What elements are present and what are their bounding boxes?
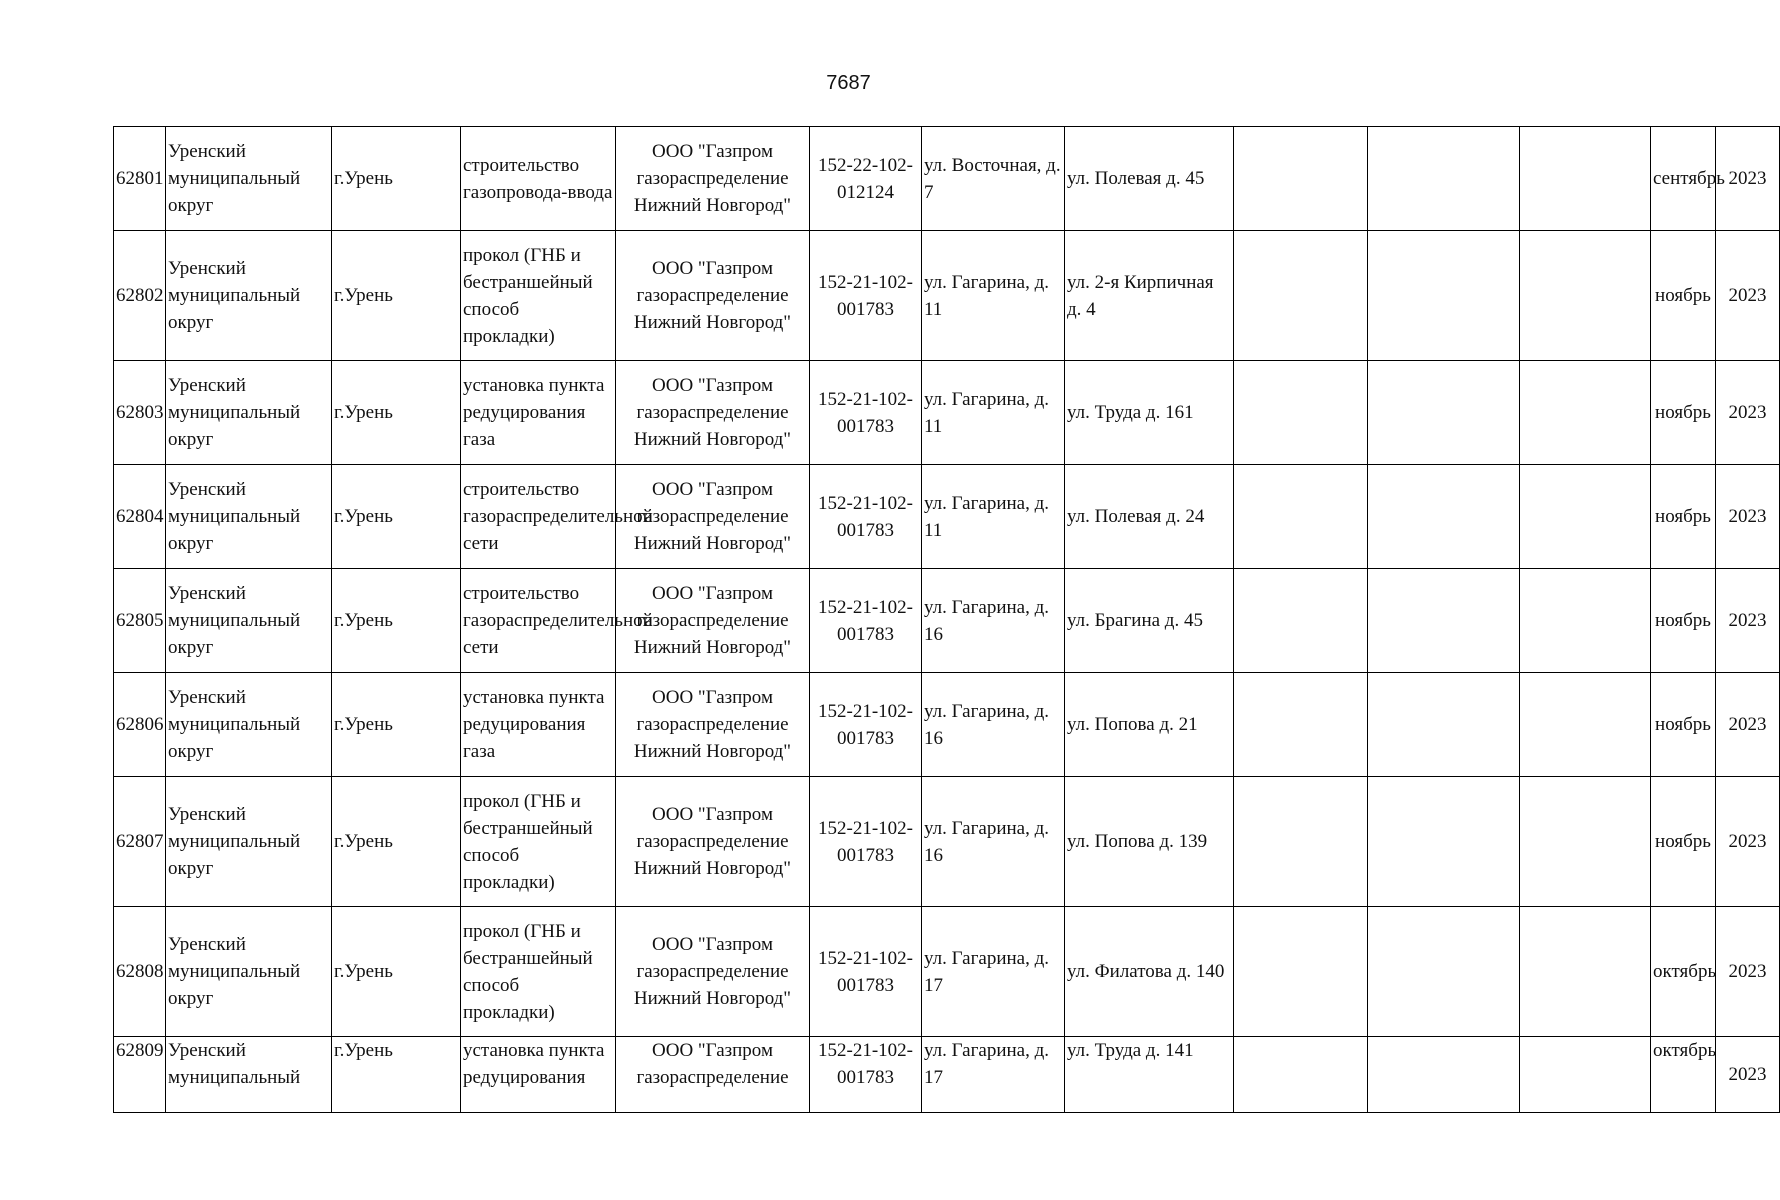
city-cell: г.Урень <box>332 361 461 465</box>
address-to-cell: ул. Труда д. 141 <box>1065 1037 1234 1113</box>
year-cell: 2023 <box>1716 127 1780 231</box>
year-cell: 2023 <box>1716 465 1780 569</box>
year-cell: 2023 <box>1716 1037 1780 1113</box>
page-number: 7687 <box>826 72 871 94</box>
month-cell: ноябрь <box>1651 673 1716 777</box>
district-cell: Уренский муниципальный <box>166 1037 332 1113</box>
table-row <box>114 777 1780 907</box>
city-cell: г.Урень <box>332 465 461 569</box>
empty-cell <box>1234 231 1368 361</box>
address-from-cell: ул. Гагарина, д. 16 <box>922 777 1065 907</box>
district-cell: Уренский муниципальный округ <box>166 569 332 673</box>
table-row <box>114 907 1780 1037</box>
work-type-cell: прокол (ГНБ и бестраншейный способ прокладки) <box>461 231 616 361</box>
city-cell: г.Урень <box>332 673 461 777</box>
row-number-cell: 62806 <box>114 673 166 777</box>
month-cell: октябрь <box>1651 1037 1716 1113</box>
empty-cell <box>1234 361 1368 465</box>
code-cell: 152-21-102-001783 <box>810 465 922 569</box>
address-to-cell: ул. Труда д. 161 <box>1065 361 1234 465</box>
city-cell: г.Урень <box>332 1037 461 1113</box>
empty-cell <box>1520 569 1651 673</box>
empty-cell <box>1234 673 1368 777</box>
address-from-cell: ул. Восточная, д. 7 <box>922 127 1065 231</box>
empty-cell <box>1520 465 1651 569</box>
empty-cell <box>1520 361 1651 465</box>
code-cell: 152-21-102-001783 <box>810 673 922 777</box>
month-cell: ноябрь <box>1651 777 1716 907</box>
address-from-cell: ул. Гагарина, д. 17 <box>922 907 1065 1037</box>
district-cell: Уренский муниципальный округ <box>166 127 332 231</box>
organization-cell: ООО "Газпром газораспределение <box>616 1037 810 1113</box>
month-cell: ноябрь <box>1651 465 1716 569</box>
empty-cell <box>1368 569 1520 673</box>
month-cell: октябрь <box>1651 907 1716 1037</box>
empty-cell <box>1368 127 1520 231</box>
work-type-cell: прокол (ГНБ и бестраншейный способ прокладки) <box>461 907 616 1037</box>
empty-cell <box>1234 127 1368 231</box>
address-from-cell: ул. Гагарина, д. 11 <box>922 465 1065 569</box>
code-cell: 152-21-102-001783 <box>810 569 922 673</box>
year-cell: 2023 <box>1716 907 1780 1037</box>
month-cell: ноябрь <box>1651 361 1716 465</box>
row-number-cell: 62808 <box>114 907 166 1037</box>
empty-cell <box>1234 777 1368 907</box>
table-row <box>114 361 1780 465</box>
year-cell: 2023 <box>1716 231 1780 361</box>
work-type-cell: установка пункта редуцирования <box>461 1037 616 1113</box>
district-cell: Уренский муниципальный округ <box>166 673 332 777</box>
empty-cell <box>1368 673 1520 777</box>
work-type-cell: прокол (ГНБ и бестраншейный способ прокладки) <box>461 777 616 907</box>
row-number-cell: 62801 <box>114 127 166 231</box>
row-number-cell: 62803 <box>114 361 166 465</box>
empty-cell <box>1368 777 1520 907</box>
row-number-cell: 62809 <box>114 1037 166 1113</box>
address-from-cell: ул. Гагарина, д. 11 <box>922 361 1065 465</box>
empty-cell <box>1234 907 1368 1037</box>
month-cell: ноябрь <box>1651 569 1716 673</box>
address-from-cell: ул. Гагарина, д. 16 <box>922 569 1065 673</box>
work-type-cell: строительство газопровода-ввода <box>461 127 616 231</box>
code-cell: 152-22-102-012124 <box>810 127 922 231</box>
table-body <box>114 127 1780 1113</box>
year-cell: 2023 <box>1716 777 1780 907</box>
empty-cell <box>1234 465 1368 569</box>
address-to-cell: ул. Филатова д. 140 <box>1065 907 1234 1037</box>
address-to-cell: ул. Полевая д. 45 <box>1065 127 1234 231</box>
row-number-cell: 62805 <box>114 569 166 673</box>
month-cell: ноябрь <box>1651 231 1716 361</box>
empty-cell <box>1234 569 1368 673</box>
address-to-cell: ул. Полевая д. 24 <box>1065 465 1234 569</box>
empty-cell <box>1520 1037 1651 1113</box>
work-type-cell: установка пункта редуцирования газа <box>461 361 616 465</box>
code-cell: 152-21-102-001783 <box>810 777 922 907</box>
empty-cell <box>1520 777 1651 907</box>
organization-cell: ООО "Газпром газораспределение Нижний Новгород" <box>616 231 810 361</box>
organization-cell: ООО "Газпром газораспределение Нижний Новгород" <box>616 569 810 673</box>
city-cell: г.Урень <box>332 907 461 1037</box>
code-cell: 152-21-102-001783 <box>810 231 922 361</box>
address-to-cell: ул. Попова д. 21 <box>1065 673 1234 777</box>
code-cell: 152-21-102-001783 <box>810 1037 922 1113</box>
work-type-cell: строительство газораспределительной сети <box>461 569 616 673</box>
table-row <box>114 465 1780 569</box>
empty-cell <box>1234 1037 1368 1113</box>
empty-cell <box>1520 231 1651 361</box>
district-cell: Уренский муниципальный округ <box>166 361 332 465</box>
organization-cell: ООО "Газпром газораспределение Нижний Новгород" <box>616 465 810 569</box>
organization-cell: ООО "Газпром газораспределение Нижний Новгород" <box>616 361 810 465</box>
empty-cell <box>1520 907 1651 1037</box>
district-cell: Уренский муниципальный округ <box>166 907 332 1037</box>
empty-cell <box>1368 1037 1520 1113</box>
empty-cell <box>1368 361 1520 465</box>
district-cell: Уренский муниципальный округ <box>166 465 332 569</box>
district-cell: Уренский муниципальный округ <box>166 777 332 907</box>
empty-cell <box>1368 465 1520 569</box>
empty-cell <box>1520 673 1651 777</box>
table-row <box>114 673 1780 777</box>
code-cell: 152-21-102-001783 <box>810 361 922 465</box>
address-from-cell: ул. Гагарина, д. 17 <box>922 1037 1065 1113</box>
organization-cell: ООО "Газпром газораспределение Нижний Новгород" <box>616 127 810 231</box>
empty-cell <box>1520 127 1651 231</box>
city-cell: г.Урень <box>332 777 461 907</box>
address-to-cell: ул. Попова д. 139 <box>1065 777 1234 907</box>
organization-cell: ООО "Газпром газораспределение Нижний Новгород" <box>616 777 810 907</box>
table-row <box>114 127 1780 231</box>
works-table <box>113 126 1780 1113</box>
city-cell: г.Урень <box>332 569 461 673</box>
empty-cell <box>1368 231 1520 361</box>
year-cell: 2023 <box>1716 361 1780 465</box>
row-number-cell: 62802 <box>114 231 166 361</box>
address-from-cell: ул. Гагарина, д. 16 <box>922 673 1065 777</box>
table-row <box>114 231 1780 361</box>
table-row <box>114 569 1780 673</box>
organization-cell: ООО "Газпром газораспределение Нижний Новгород" <box>616 673 810 777</box>
city-cell: г.Урень <box>332 231 461 361</box>
work-type-cell: строительство газораспределительной сети <box>461 465 616 569</box>
city-cell: г.Урень <box>332 127 461 231</box>
address-to-cell: ул. Брагина д. 45 <box>1065 569 1234 673</box>
organization-cell: ООО "Газпром газораспределение Нижний Новгород" <box>616 907 810 1037</box>
month-cell: сентябрь <box>1651 127 1716 231</box>
empty-cell <box>1368 907 1520 1037</box>
table-row <box>114 1037 1780 1113</box>
row-number-cell: 62804 <box>114 465 166 569</box>
address-from-cell: ул. Гагарина, д. 11 <box>922 231 1065 361</box>
address-to-cell: ул. 2-я Кирпичная д. 4 <box>1065 231 1234 361</box>
work-type-cell: установка пункта редуцирования газа <box>461 673 616 777</box>
row-number-cell: 62807 <box>114 777 166 907</box>
code-cell: 152-21-102-001783 <box>810 907 922 1037</box>
year-cell: 2023 <box>1716 569 1780 673</box>
district-cell: Уренский муниципальный округ <box>166 231 332 361</box>
year-cell: 2023 <box>1716 673 1780 777</box>
